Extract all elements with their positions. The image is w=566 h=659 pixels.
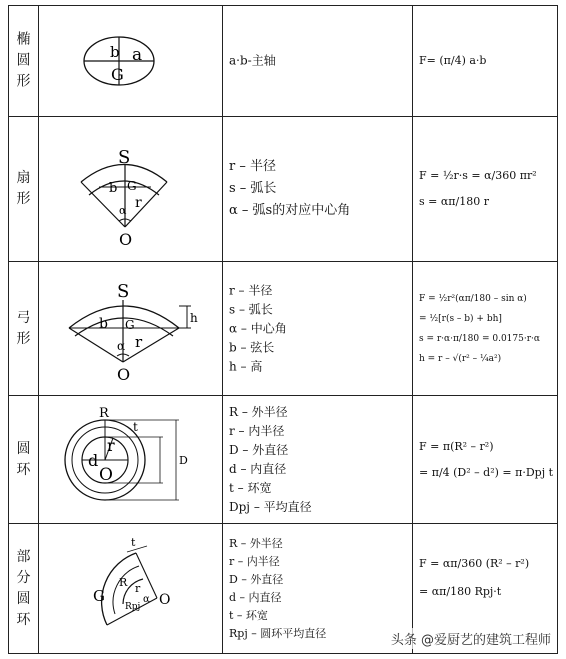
figure-cell	[39, 396, 223, 523]
formula-cell	[413, 262, 557, 395]
formula	[419, 163, 537, 215]
label-big-r: R	[99, 406, 109, 421]
symbol-line: s – 弧长	[229, 302, 273, 316]
shape-name-cell	[9, 6, 39, 116]
formula	[419, 550, 529, 606]
shape-name-cell	[9, 262, 39, 395]
table-row-ring	[9, 396, 557, 524]
formula-line: F = απ/360 (R² – r²)	[419, 557, 530, 571]
shape-name	[9, 168, 38, 210]
symbol-line: s – 弧长	[229, 181, 277, 196]
label-b: b	[110, 43, 120, 61]
symbols-cell	[223, 117, 413, 261]
segment-figure	[39, 262, 223, 395]
symbols-cell	[223, 262, 413, 395]
figure-cell	[39, 6, 223, 116]
label-a: a	[132, 45, 143, 65]
name-char: 环	[16, 611, 31, 628]
label-o: O	[119, 230, 133, 249]
formula-line: = ½[r(s – b) + bh]	[419, 313, 502, 324]
symbol-line: Dpj – 平均直径	[229, 499, 312, 514]
symbol-line: b – 弦长	[229, 340, 275, 354]
symbol-line: α – 中心角	[229, 321, 287, 335]
label-b: b	[109, 181, 118, 196]
label-b: b	[99, 316, 108, 332]
label-o: O	[99, 465, 113, 485]
formula-line: F = ½r·s = α/360 πr²	[419, 169, 537, 182]
name-char: 扇	[16, 170, 31, 186]
ellipse-figure	[39, 6, 223, 116]
symbol-line: α – 弧s的对应中心角	[229, 203, 351, 218]
ring-figure	[39, 396, 223, 523]
name-char: 形	[16, 330, 31, 347]
name-char: 圆	[16, 52, 31, 69]
label-r: r	[135, 195, 142, 211]
name-char: 圆	[16, 440, 31, 457]
label-big-r: R	[119, 576, 128, 589]
symbol-line: d – 内直径	[229, 590, 282, 604]
formula-line: F = ½r²(απ/180 – sin α)	[419, 293, 527, 304]
name-char: 椭	[16, 31, 31, 48]
symbol-line: h – 高	[229, 359, 263, 373]
label-alpha: α	[117, 339, 126, 353]
formula	[419, 52, 486, 70]
symbols	[229, 52, 276, 71]
formula-cell	[413, 6, 557, 116]
label-g: G	[93, 587, 105, 605]
label-t: t	[133, 420, 138, 434]
figure-cell	[39, 524, 223, 653]
name-char: 形	[16, 191, 31, 207]
symbols-cell	[223, 6, 413, 116]
label-r: r	[107, 436, 115, 455]
symbol-line: r – 半径	[229, 159, 276, 174]
formula-cell	[413, 396, 557, 523]
formula-cell	[413, 117, 557, 261]
symbol-line: R – 外半径	[229, 404, 288, 419]
symbol-line: t – 环宽	[229, 480, 272, 495]
name-char: 形	[16, 73, 31, 90]
symbols	[229, 281, 287, 376]
shape-name	[9, 547, 38, 631]
label-alpha: α	[143, 594, 150, 605]
symbol-line: r – 内半径	[229, 554, 280, 568]
symbol-line: R – 外半径	[229, 536, 283, 550]
label-alpha: α	[119, 204, 127, 217]
formula	[419, 434, 553, 486]
symbol-line: r – 内半径	[229, 423, 285, 438]
figure-cell	[39, 117, 223, 261]
geometry-area-table	[8, 5, 558, 654]
symbol-line: r – 半径	[229, 283, 273, 297]
symbols	[229, 535, 326, 643]
symbol-line: a·b-主轴	[229, 53, 276, 68]
symbols-cell	[223, 524, 413, 653]
label-g: G	[125, 318, 135, 332]
formula	[419, 289, 540, 369]
formula-line: F = π(R² – r²)	[419, 439, 494, 453]
label-g: G	[111, 65, 124, 84]
figure-cell	[39, 262, 223, 395]
watermark: 头条 @爱厨艺的建筑工程师	[388, 628, 554, 649]
symbol-line: t – 环宽	[229, 608, 268, 622]
symbols-cell	[223, 396, 413, 523]
shape-name-cell	[9, 117, 39, 261]
label-o: O	[159, 592, 171, 608]
shape-name	[9, 308, 38, 350]
name-char: 分	[16, 569, 31, 586]
symbol-line: D – 外直径	[229, 442, 289, 457]
name-char: 部	[16, 548, 31, 565]
label-s: S	[117, 281, 130, 302]
formula-line: s = απ/180 r	[419, 195, 489, 208]
label-big-d: D	[179, 454, 188, 467]
formula-line: s = r·α·π/180 = 0.0175·r·α	[419, 333, 540, 344]
formula-line: = απ/180 Rpj·t	[419, 585, 502, 599]
partial-ring-figure	[39, 524, 223, 653]
formula-line: F= (π/4) a·b	[419, 54, 487, 67]
label-t: t	[131, 536, 136, 549]
table-row-segment	[9, 262, 557, 396]
symbols	[229, 403, 312, 517]
label-r: r	[135, 333, 143, 351]
shape-name	[9, 439, 38, 481]
symbol-line: Rpj – 圆环平均直径	[229, 626, 327, 640]
shape-name-cell	[9, 396, 39, 523]
shape-name	[9, 30, 38, 93]
label-o: O	[117, 365, 131, 384]
name-char: 圆	[16, 590, 31, 607]
label-s: S	[118, 147, 131, 168]
label-d: d	[88, 451, 99, 470]
symbol-line: D – 外直径	[229, 572, 284, 586]
label-h: h	[190, 311, 198, 325]
symbols	[229, 156, 350, 222]
formula-line: h = r – √(r² – ¼a²)	[419, 353, 502, 364]
name-char: 弓	[16, 309, 31, 326]
shape-name-cell	[9, 524, 39, 653]
table-row-sector	[9, 117, 557, 262]
sector-figure	[39, 117, 223, 261]
name-char: 环	[16, 461, 31, 478]
formula-line: = π/4 (D² – d²) = π·Dpj t	[419, 465, 554, 479]
label-g: G	[127, 179, 137, 193]
table-row-ellipse	[9, 6, 557, 117]
label-rpj: Rpj	[125, 602, 141, 612]
symbol-line: d – 内直径	[229, 461, 287, 476]
label-r: r	[135, 582, 141, 595]
